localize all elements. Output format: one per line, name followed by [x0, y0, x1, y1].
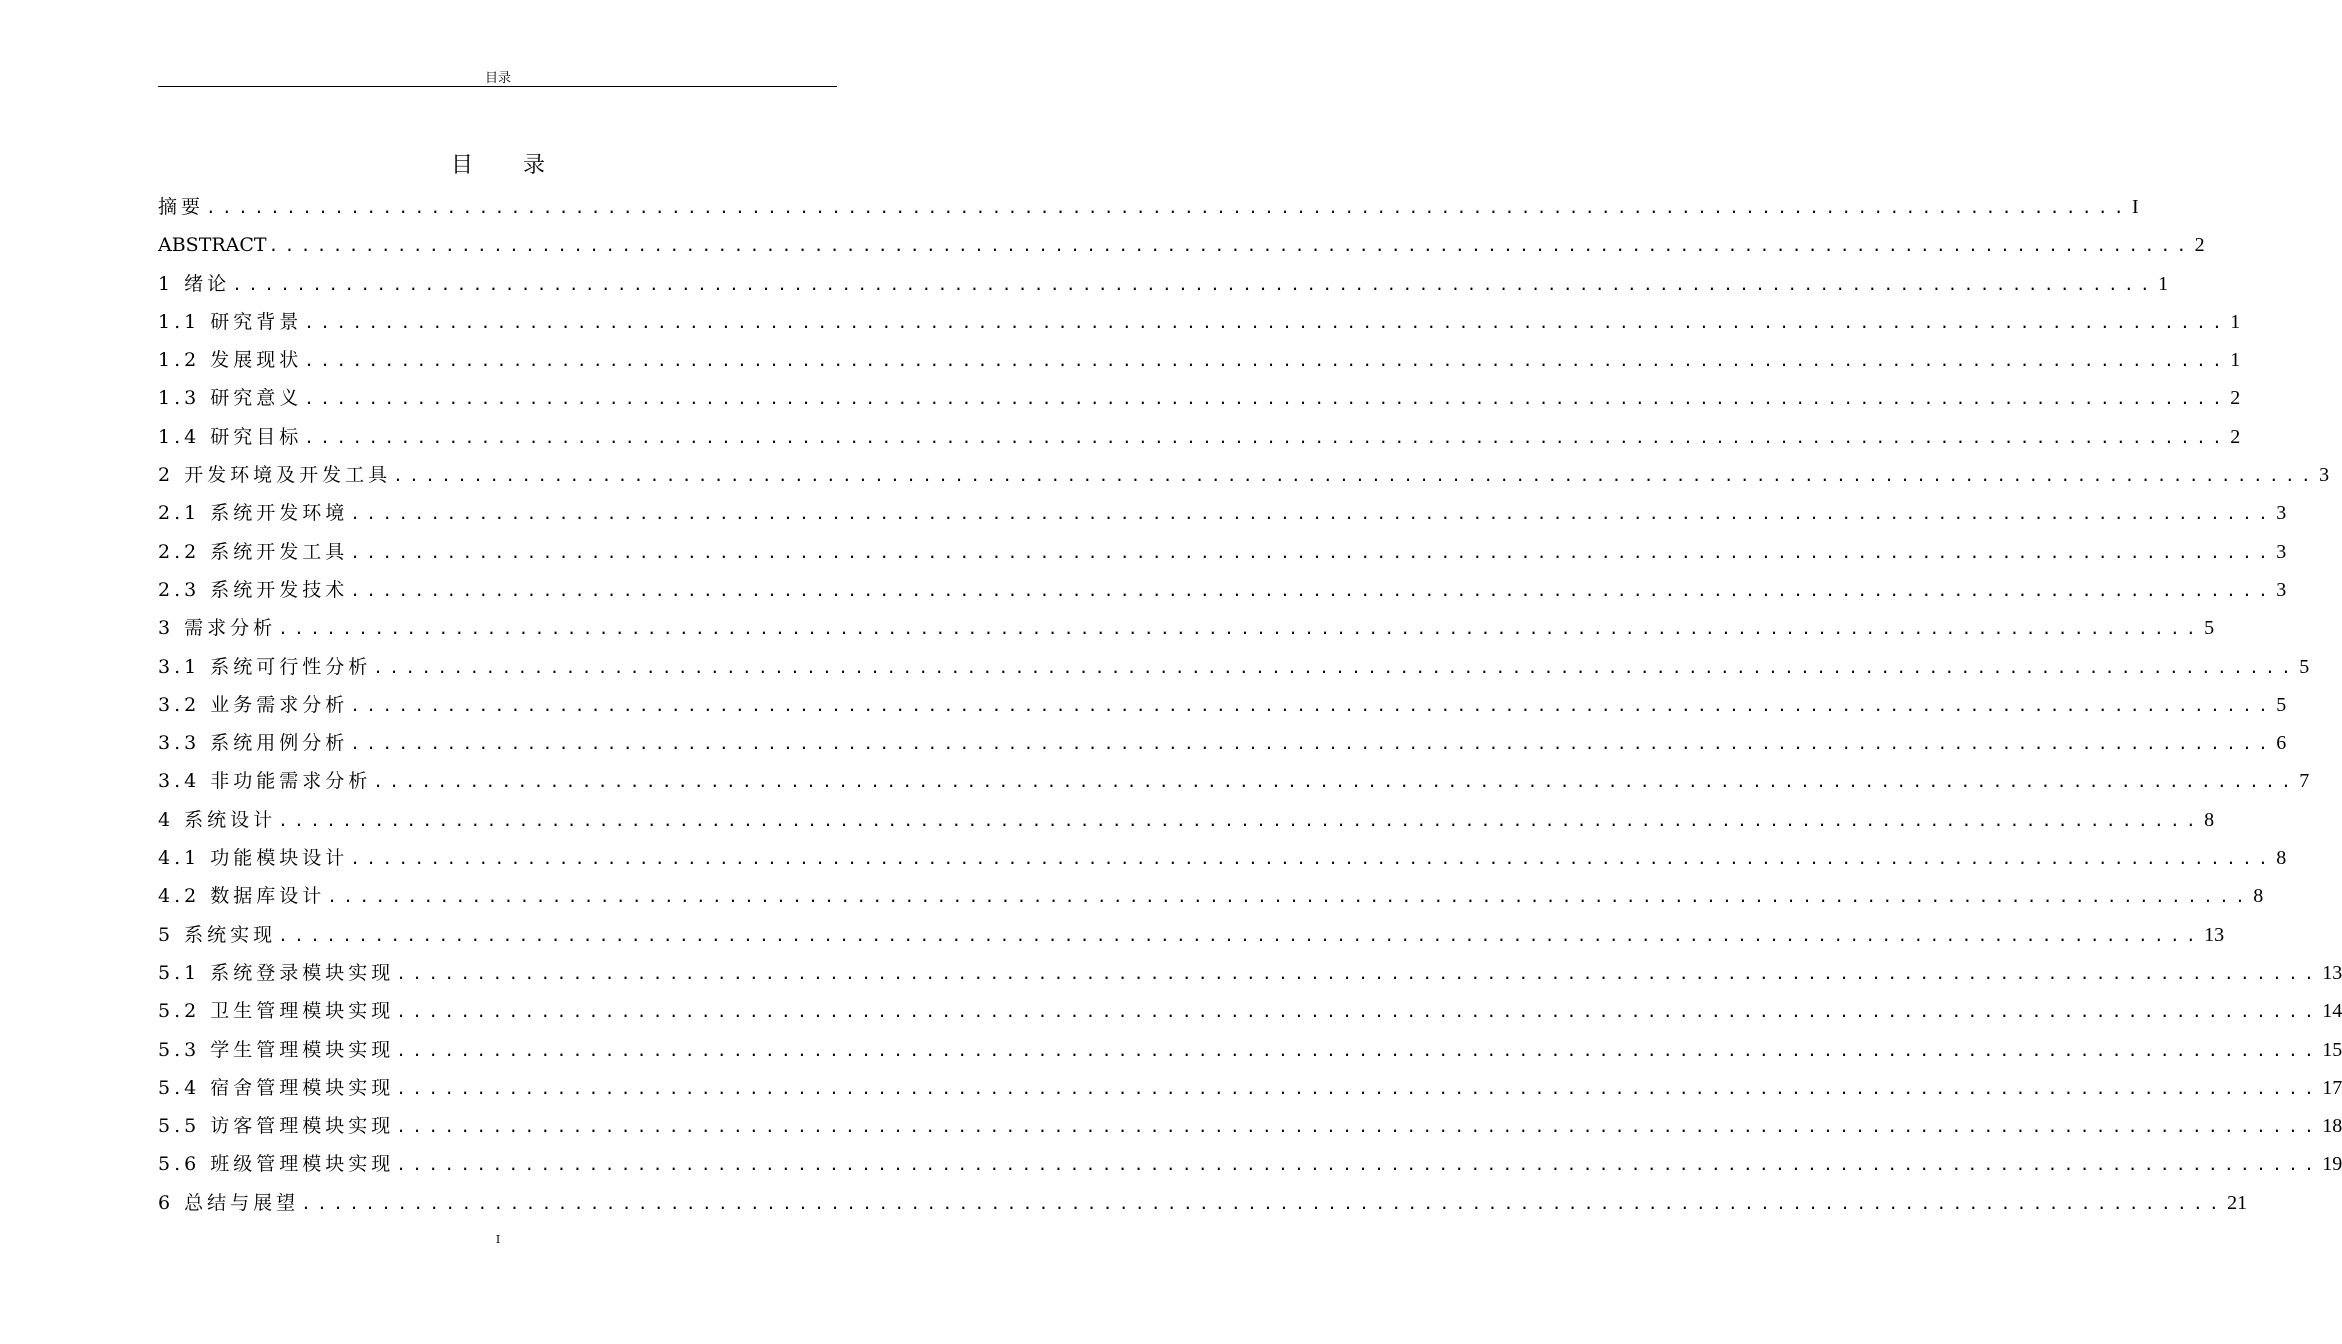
- toc-entry-label: 2 开发环境及开发工具: [158, 464, 392, 487]
- toc-entry[interactable]: [158, 456, 2330, 494]
- toc-entry[interactable]: [158, 494, 2287, 532]
- toc-entry-page: 21: [2227, 1191, 2248, 1214]
- toc-entry-page: 18: [2322, 1115, 2342, 1138]
- toc-leader-dots: ........................................................................................................................: [373, 657, 2298, 677]
- toc-leader-dots: ........................................................................................................................: [396, 963, 2321, 983]
- toc-leader-dots: ........................................................................................................................: [396, 1040, 2321, 1060]
- toc-leader-dots: ........................................................................................................................: [232, 274, 2157, 294]
- toc-entry-page: 15: [2322, 1038, 2342, 1061]
- title-char-1: 目: [450, 153, 473, 178]
- toc-entry[interactable]: [158, 533, 2287, 571]
- toc-entry-page: 3: [2276, 578, 2287, 601]
- toc-leader-dots: ........................................................................................................................: [304, 351, 2229, 371]
- toc-leader-dots: ........................................................................................................................: [278, 810, 2203, 830]
- toc-entry-label: 1.4 研究目标: [158, 425, 303, 448]
- toc-entry[interactable]: [158, 341, 2241, 379]
- toc-entry[interactable]: [158, 1145, 2342, 1183]
- toc-entry-page: 6: [2276, 732, 2287, 755]
- toc-entry-page: 3: [2319, 464, 2330, 487]
- toc-entry-page: 8: [2204, 808, 2215, 831]
- toc-entry[interactable]: [158, 762, 2310, 800]
- toc-entry[interactable]: [158, 1107, 2342, 1145]
- toc-leader-dots: ........................................................................................................................: [304, 427, 2229, 447]
- table-of-contents: [158, 188, 2342, 1222]
- toc-leader-dots: ........................................................................................................................: [350, 580, 2275, 600]
- toc-entry-page: 5: [2299, 655, 2310, 678]
- toc-entry-label: 4 系统设计: [158, 808, 277, 831]
- footer-page-number: I: [495, 1233, 501, 1246]
- toc-entry-label: 5 系统实现: [158, 923, 277, 946]
- toc-entry-label: 3.4 非功能需求分析: [158, 770, 372, 793]
- running-header: 目录: [484, 71, 511, 86]
- toc-entry[interactable]: [158, 609, 2215, 647]
- toc-entry-label: 5.5 访客管理模块实现: [158, 1115, 395, 1138]
- toc-entry[interactable]: [158, 226, 2205, 264]
- toc-entry-label: 5.4 宿舍管理模块实现: [158, 1076, 395, 1099]
- toc-entry[interactable]: [158, 839, 2287, 877]
- toc-entry[interactable]: [158, 916, 2225, 954]
- toc-leader-dots: ........................................................................................................................: [268, 236, 2193, 256]
- toc-entry[interactable]: [158, 188, 2139, 226]
- toc-entry-page: 5: [2276, 693, 2287, 716]
- toc-leader-dots: ........................................................................................................................: [278, 619, 2203, 639]
- toc-entry-page: 1: [2158, 272, 2169, 295]
- toc-leader-dots: ........................................................................................................................: [350, 504, 2275, 524]
- toc-entry-page: 14: [2322, 1000, 2342, 1023]
- toc-entry-page: 2: [2230, 387, 2241, 410]
- toc-entry-label: ABSTRACT: [158, 234, 267, 257]
- toc-leader-dots: ........................................................................................................................: [350, 542, 2275, 562]
- toc-leader-dots: ........................................................................................................................: [301, 1193, 2226, 1213]
- toc-leader-dots: ........................................................................................................................: [350, 734, 2275, 754]
- toc-entry-page: 13: [2322, 961, 2342, 984]
- toc-leader-dots: ........................................................................................................................: [396, 1117, 2321, 1137]
- toc-entry-label: 2.2 系统开发工具: [158, 540, 349, 563]
- toc-entry-page: 17: [2322, 1076, 2342, 1099]
- toc-entry[interactable]: [158, 724, 2287, 762]
- toc-entry-page: 2: [2194, 234, 2205, 257]
- toc-entry-label: 3 需求分析: [158, 617, 277, 640]
- toc-entry[interactable]: [158, 992, 2342, 1030]
- toc-entry-page: 5: [2204, 617, 2215, 640]
- toc-entry-label: 2.1 系统开发环境: [158, 502, 349, 525]
- toc-entry-page: 1: [2230, 349, 2241, 372]
- toc-entry-label: 3.2 业务需求分析: [158, 693, 349, 716]
- toc-leader-dots: ........................................................................................................................: [350, 849, 2275, 869]
- title-char-2: 录: [523, 153, 546, 178]
- toc-entry[interactable]: [158, 801, 2215, 839]
- toc-leader-dots: ........................................................................................................................: [393, 466, 2318, 486]
- toc-leader-dots: ........................................................................................................................: [327, 887, 2252, 907]
- page-title: [0, 148, 996, 179]
- toc-entry-label: 1.2 发展现状: [158, 349, 303, 372]
- toc-entry-label: 1.3 研究意义: [158, 387, 303, 410]
- toc-leader-dots: ........................................................................................................................: [350, 695, 2275, 715]
- toc-entry-page: 8: [2276, 847, 2287, 870]
- toc-entry-label: 5.6 班级管理模块实现: [158, 1153, 395, 1176]
- toc-entry[interactable]: [158, 265, 2169, 303]
- toc-entry[interactable]: [158, 954, 2342, 992]
- toc-entry-label: 1.1 研究背景: [158, 310, 303, 333]
- toc-entry-page: 1: [2230, 310, 2241, 333]
- toc-leader-dots: ........................................................................................................................: [304, 312, 2229, 332]
- toc-entry-page: I: [2131, 196, 2139, 218]
- toc-leader-dots: ........................................................................................................................: [396, 1002, 2321, 1022]
- toc-entry[interactable]: [158, 418, 2241, 456]
- toc-entry-page: 8: [2253, 885, 2264, 908]
- toc-leader-dots: ........................................................................................................................: [304, 389, 2229, 409]
- toc-entry-label: 1 绪论: [158, 272, 231, 295]
- toc-entry[interactable]: [158, 1069, 2342, 1107]
- toc-entry-label: 4.1 功能模块设计: [158, 847, 349, 870]
- toc-entry-page: 2: [2230, 425, 2241, 448]
- toc-leader-dots: ........................................................................................................................: [396, 1078, 2321, 1098]
- toc-entry[interactable]: [158, 1184, 2248, 1222]
- toc-entry-label: 5.3 学生管理模块实现: [158, 1038, 395, 1061]
- toc-entry-label: 6 总结与展望: [158, 1191, 300, 1214]
- toc-entry[interactable]: [158, 1031, 2342, 1069]
- toc-entry-label: 5.2 卫生管理模块实现: [158, 1000, 395, 1023]
- toc-entry-label: 2.3 系统开发技术: [158, 578, 349, 601]
- toc-leader-dots: ........................................................................................................................: [206, 198, 2130, 217]
- toc-entry-page: 3: [2276, 502, 2287, 525]
- toc-entry[interactable]: [158, 877, 2264, 915]
- toc-entry-label: 3.1 系统可行性分析: [158, 655, 372, 678]
- toc-entry-label: 5.1 系统登录模块实现: [158, 961, 395, 984]
- toc-entry[interactable]: [158, 686, 2287, 724]
- toc-entry[interactable]: [158, 648, 2310, 686]
- header-rule: [158, 86, 837, 87]
- toc-entry-label: 4.2 数据库设计: [158, 885, 326, 908]
- toc-entry-page: 19: [2322, 1153, 2342, 1176]
- toc-leader-dots: ........................................................................................................................: [373, 772, 2298, 792]
- toc-entry[interactable]: [158, 571, 2287, 609]
- toc-entry-page: 3: [2276, 540, 2287, 563]
- toc-entry[interactable]: [158, 379, 2241, 417]
- toc-entry[interactable]: [158, 303, 2241, 341]
- toc-entry-label: 摘要: [158, 196, 205, 218]
- toc-leader-dots: ........................................................................................................................: [278, 925, 2203, 945]
- toc-entry-page: 7: [2299, 770, 2310, 793]
- toc-entry-label: 3.3 系统用例分析: [158, 732, 349, 755]
- toc-leader-dots: ........................................................................................................................: [396, 1155, 2321, 1175]
- toc-entry-page: 13: [2204, 923, 2225, 946]
